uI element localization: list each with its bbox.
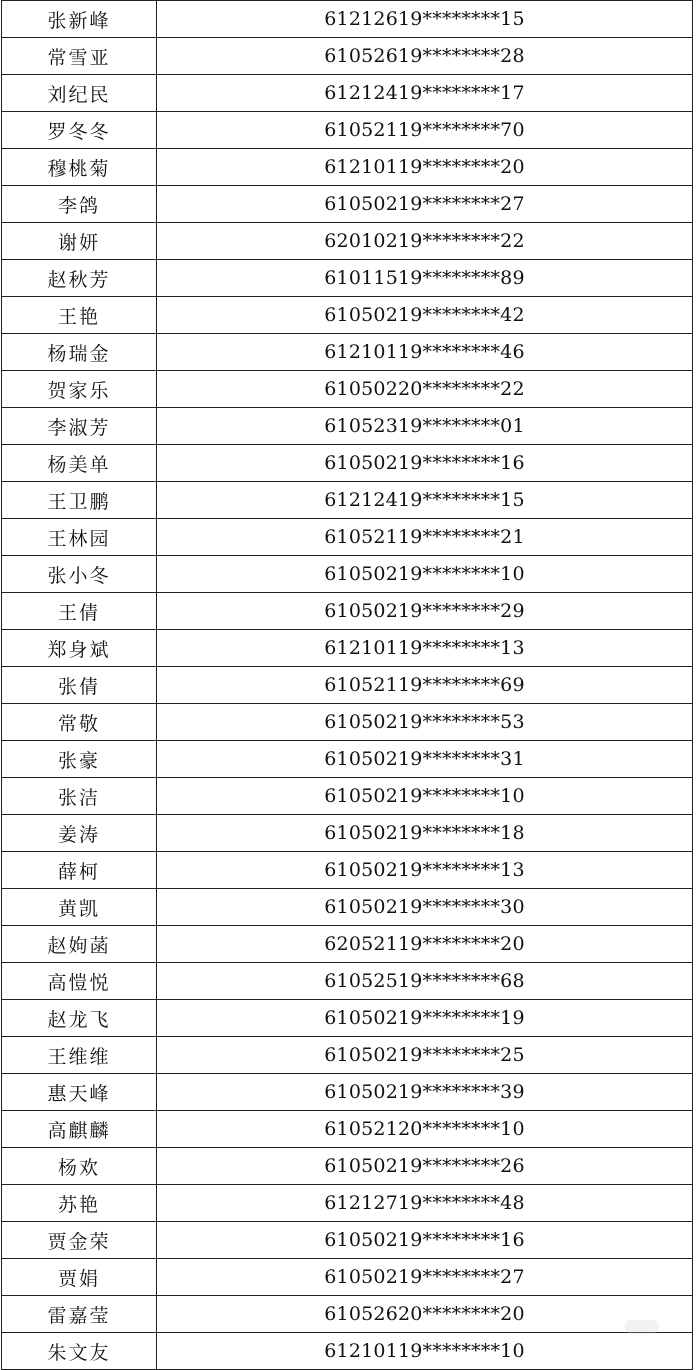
id-number-cell: 61050219********10 xyxy=(157,778,693,815)
id-number-cell: 61050219********31 xyxy=(157,741,693,778)
watermark xyxy=(625,1320,659,1334)
name-cell: 惠天峰 xyxy=(2,1074,157,1111)
id-number-cell: 61052119********70 xyxy=(157,112,693,149)
name-cell: 张小冬 xyxy=(2,556,157,593)
table-row xyxy=(2,963,693,1000)
id-number-cell: 61210119********20 xyxy=(157,149,693,186)
table-row xyxy=(2,926,693,963)
id-number-cell: 61052519********68 xyxy=(157,963,693,1000)
roster-table xyxy=(1,0,693,1370)
id-number-cell: 61050219********42 xyxy=(157,297,693,334)
name-cell: 赵龙飞 xyxy=(2,1000,157,1037)
table-row xyxy=(2,815,693,852)
name-cell: 李鸽 xyxy=(2,186,157,223)
id-number-cell: 61212719********48 xyxy=(157,1185,693,1222)
roster-table-body xyxy=(2,1,693,1370)
table-row xyxy=(2,445,693,482)
table-row xyxy=(2,297,693,334)
id-number-cell: 61050219********39 xyxy=(157,1074,693,1111)
name-cell: 王倩 xyxy=(2,593,157,630)
table-row xyxy=(2,149,693,186)
id-number-cell: 61050219********27 xyxy=(157,186,693,223)
id-number-cell: 61050219********13 xyxy=(157,852,693,889)
id-number-cell: 61212419********17 xyxy=(157,75,693,112)
name-cell: 王卫鹏 xyxy=(2,482,157,519)
id-number-cell: 62010219********22 xyxy=(157,223,693,260)
name-cell: 常敬 xyxy=(2,704,157,741)
table-row xyxy=(2,1259,693,1296)
name-cell: 王艳 xyxy=(2,297,157,334)
id-number-cell: 61050219********16 xyxy=(157,445,693,482)
name-cell: 高麒麟 xyxy=(2,1111,157,1148)
id-number-cell: 61011519********89 xyxy=(157,260,693,297)
name-cell: 罗冬冬 xyxy=(2,112,157,149)
name-cell: 高愷悦 xyxy=(2,963,157,1000)
id-number-cell: 61050220********22 xyxy=(157,371,693,408)
name-cell: 杨美单 xyxy=(2,445,157,482)
name-cell: 王维维 xyxy=(2,1037,157,1074)
name-cell: 贾金荣 xyxy=(2,1222,157,1259)
table-row xyxy=(2,1111,693,1148)
table-row xyxy=(2,630,693,667)
table-row xyxy=(2,223,693,260)
name-cell: 刘纪民 xyxy=(2,75,157,112)
table-row xyxy=(2,852,693,889)
id-number-cell: 61210119********10 xyxy=(157,1333,693,1370)
table-row xyxy=(2,519,693,556)
id-number-cell: 61210119********46 xyxy=(157,334,693,371)
table-row xyxy=(2,38,693,75)
table-row xyxy=(2,112,693,149)
name-cell: 黄凯 xyxy=(2,889,157,926)
table-row xyxy=(2,186,693,223)
name-cell: 贺家乐 xyxy=(2,371,157,408)
name-cell: 姜涛 xyxy=(2,815,157,852)
name-cell: 杨瑞金 xyxy=(2,334,157,371)
table-row xyxy=(2,1000,693,1037)
table-row xyxy=(2,1296,693,1333)
name-cell: 赵姁菡 xyxy=(2,926,157,963)
name-cell: 王林园 xyxy=(2,519,157,556)
id-number-cell: 61052120********10 xyxy=(157,1111,693,1148)
name-cell: 赵秋芳 xyxy=(2,260,157,297)
table-row xyxy=(2,778,693,815)
id-number-cell: 61050219********16 xyxy=(157,1222,693,1259)
name-cell: 薛柯 xyxy=(2,852,157,889)
table-row xyxy=(2,667,693,704)
table-row xyxy=(2,1185,693,1222)
id-number-cell: 61050219********10 xyxy=(157,556,693,593)
table-row xyxy=(2,334,693,371)
table-row xyxy=(2,593,693,630)
table-row xyxy=(2,408,693,445)
id-number-cell: 62052119********20 xyxy=(157,926,693,963)
id-number-cell: 61050219********19 xyxy=(157,1000,693,1037)
table-row xyxy=(2,1074,693,1111)
table-row xyxy=(2,889,693,926)
table-row xyxy=(2,482,693,519)
table-row xyxy=(2,704,693,741)
name-cell: 郑身斌 xyxy=(2,630,157,667)
id-number-cell: 61050219********18 xyxy=(157,815,693,852)
id-number-cell: 61052319********01 xyxy=(157,408,693,445)
table-row xyxy=(2,741,693,778)
id-number-cell: 61052119********21 xyxy=(157,519,693,556)
table-row xyxy=(2,1037,693,1074)
table-row xyxy=(2,75,693,112)
name-cell: 李淑芳 xyxy=(2,408,157,445)
id-number-cell: 61212419********15 xyxy=(157,482,693,519)
name-cell: 张倩 xyxy=(2,667,157,704)
table-row xyxy=(2,260,693,297)
name-cell: 杨欢 xyxy=(2,1148,157,1185)
id-number-cell: 61210119********13 xyxy=(157,630,693,667)
table-row xyxy=(2,556,693,593)
name-cell: 张豪 xyxy=(2,741,157,778)
table-row xyxy=(2,1,693,38)
name-cell: 苏艳 xyxy=(2,1185,157,1222)
table-row xyxy=(2,1333,693,1370)
id-number-cell: 61052119********69 xyxy=(157,667,693,704)
id-number-cell: 61212619********15 xyxy=(157,1,693,38)
id-number-cell: 61052619********28 xyxy=(157,38,693,75)
id-number-cell: 61050219********29 xyxy=(157,593,693,630)
id-number-cell: 61050219********53 xyxy=(157,704,693,741)
name-cell: 朱文友 xyxy=(2,1333,157,1370)
id-number-cell: 61052620********20 xyxy=(157,1296,693,1333)
table-row xyxy=(2,371,693,408)
name-cell: 穆桃菊 xyxy=(2,149,157,186)
name-cell: 雷嘉莹 xyxy=(2,1296,157,1333)
name-cell: 谢妍 xyxy=(2,223,157,260)
id-number-cell: 61050219********26 xyxy=(157,1148,693,1185)
name-cell: 张新峰 xyxy=(2,1,157,38)
name-cell: 常雪亚 xyxy=(2,38,157,75)
id-number-cell: 61050219********30 xyxy=(157,889,693,926)
id-number-cell: 61050219********25 xyxy=(157,1037,693,1074)
table-row xyxy=(2,1222,693,1259)
name-cell: 贾娟 xyxy=(2,1259,157,1296)
id-number-cell: 61050219********27 xyxy=(157,1259,693,1296)
table-row xyxy=(2,1148,693,1185)
name-cell: 张洁 xyxy=(2,778,157,815)
